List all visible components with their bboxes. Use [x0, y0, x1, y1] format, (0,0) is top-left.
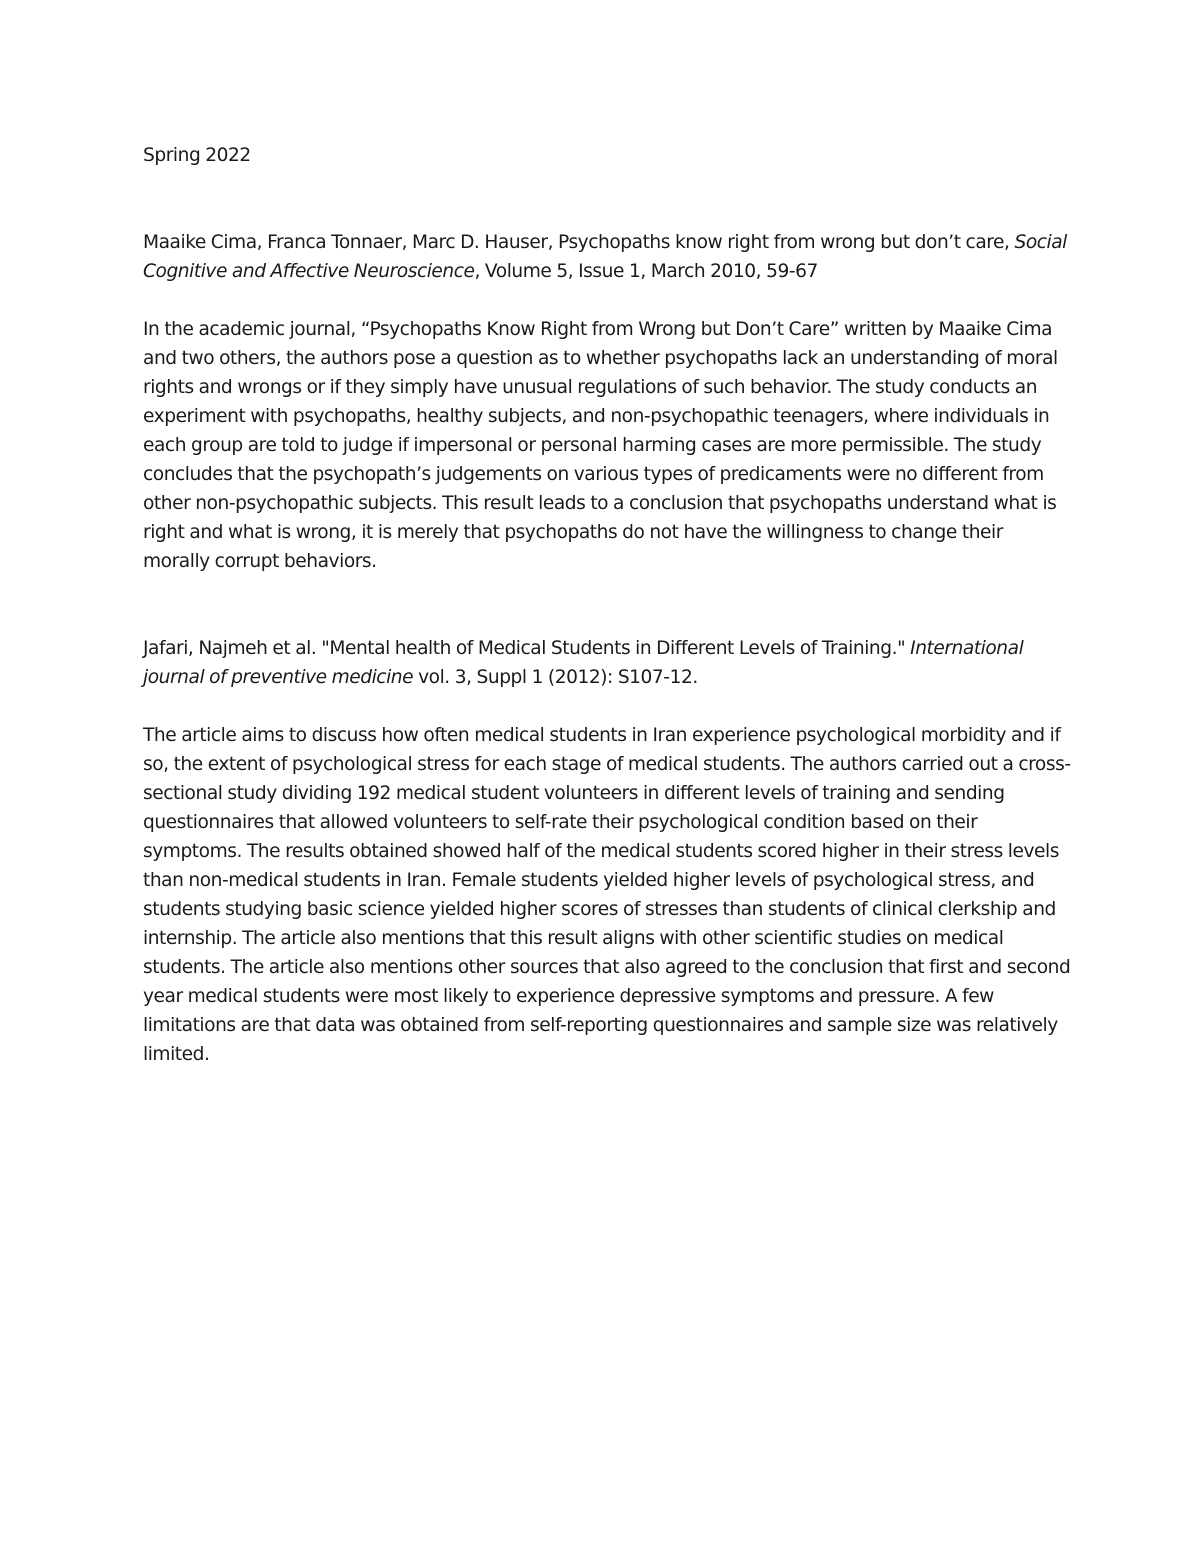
summary-1: In the academic journal, “Psychopaths Know Right from Wrong but Don’t Care” written by Maaike Cima and two others, the authors pose a question as to whether psychopaths lack an understanding of moral rights and wrongs or if they simply have unusual regulations of such behavior. The study conducts an experiment with psychopaths, healthy subjects, and non-psychopathic teenagers, where individuals in each group are told to judge if impersonal or personal harming cases are more permissible. The study concludes that the psychopath’s judgements on various types of predicaments were no different from other non-psychopathic subjects. This result leads to a conclusion that psychopaths understand what is right and what is wrong, it is merely that psychopaths do not have the willingness to change their morally corrupt behaviors.: [143, 319, 1058, 572]
citation-2-authors-title: Jafari, Najmeh et al. "Mental health of Medical Students in Different Levels of Training.": [143, 638, 911, 659]
citation-2: [143, 634, 1073, 692]
citation-1-details: , Volume 5, Issue 1, March 2010, 59-67: [474, 261, 818, 282]
summary-2: The article aims to discuss how often medical students in Iran experience psychological morbidity and if so, the extent of psychological stress for each stage of medical students. The authors carried out a cross-sectional study dividing 192 medical student volunteers in different levels of training and sending questionnaires that allowed volunteers to self-rate their psychological condition based on their symptoms. The results obtained showed half of the medical students scored higher in their stress levels than non-medical students in Iran. Female students yielded higher levels of psychological stress, and students studying basic science yielded higher scores of stresses than students of clinical clerkship and internship. The article also mentions that this result aligns with other scientific studies on medical students. The article also mentions other sources that also agreed to the conclusion that first and second year medical students were most likely to experience depressive symptoms and pressure. A few limitations are that data was obtained from self-reporting questionnaires and sample size was relatively limited.: [143, 725, 1071, 1065]
citation-2-details: vol. 3, Suppl 1 (2012): S107-12.: [413, 667, 698, 688]
citation-1-authors-title: Maaike Cima, Franca Tonnaer, Marc D. Hauser, Psychopaths know right from wrong but don’t care,: [143, 232, 1015, 253]
citation-1-journal: Social Cognitive and Affective Neuroscience: [143, 232, 1067, 282]
citation-2-journal: International journal of preventive medicine: [143, 638, 1024, 688]
document-date: Spring 2022: [143, 145, 251, 166]
citation-1: [143, 228, 1073, 286]
document-body: [143, 141, 1073, 1069]
